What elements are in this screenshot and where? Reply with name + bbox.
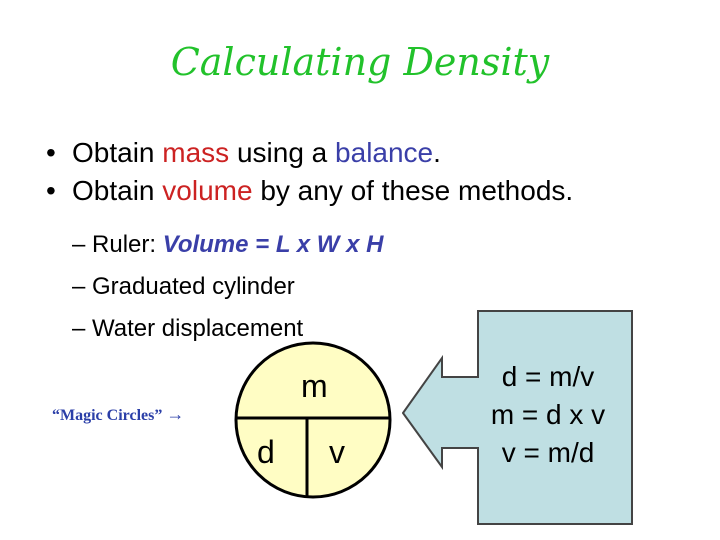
bullet-dot: • — [46, 175, 56, 206]
keyword-balance: balance — [335, 137, 434, 168]
arrow-right-icon: → — [166, 404, 185, 424]
magic-circles-label — [52, 404, 184, 425]
bullet-text: Obtain — [72, 137, 163, 168]
method-water: – Water displacement — [72, 315, 304, 342]
bullet-volume — [46, 172, 706, 210]
bullet-dot: • — [46, 137, 56, 168]
formula-list — [462, 358, 634, 472]
method-ruler-label: – Ruler: — [72, 231, 163, 258]
bullet-list — [46, 134, 706, 210]
method-cylinder: – Graduated cylinder — [72, 273, 295, 300]
formula-mass: m = d x v — [490, 399, 606, 430]
keyword-mass: mass — [162, 137, 230, 168]
magic-circle — [233, 340, 393, 500]
keyword-volume: volume — [162, 175, 253, 206]
circle-outline — [236, 343, 390, 497]
bullet-mass — [46, 134, 706, 172]
bullet-text: using a — [229, 137, 336, 168]
formula-volume: v = m/d — [501, 437, 595, 468]
bullet-text: . — [433, 137, 441, 168]
circle-volume-label: v — [329, 434, 345, 470]
magic-circles-text: “Magic Circles” — [52, 407, 163, 424]
volume-formula: Volume = L x W x H — [162, 231, 384, 258]
circle-mass-label: m — [301, 368, 328, 404]
bullet-text: by any of these methods. — [252, 175, 574, 206]
circle-density-label: d — [257, 434, 275, 470]
formula-callout — [402, 310, 634, 526]
bullet-text: Obtain — [72, 175, 163, 206]
formula-density: d = m/v — [501, 361, 595, 392]
slide-title: Calculating Density — [170, 40, 550, 84]
magic-circle-graphic — [233, 340, 393, 500]
method-ruler — [72, 224, 632, 266]
